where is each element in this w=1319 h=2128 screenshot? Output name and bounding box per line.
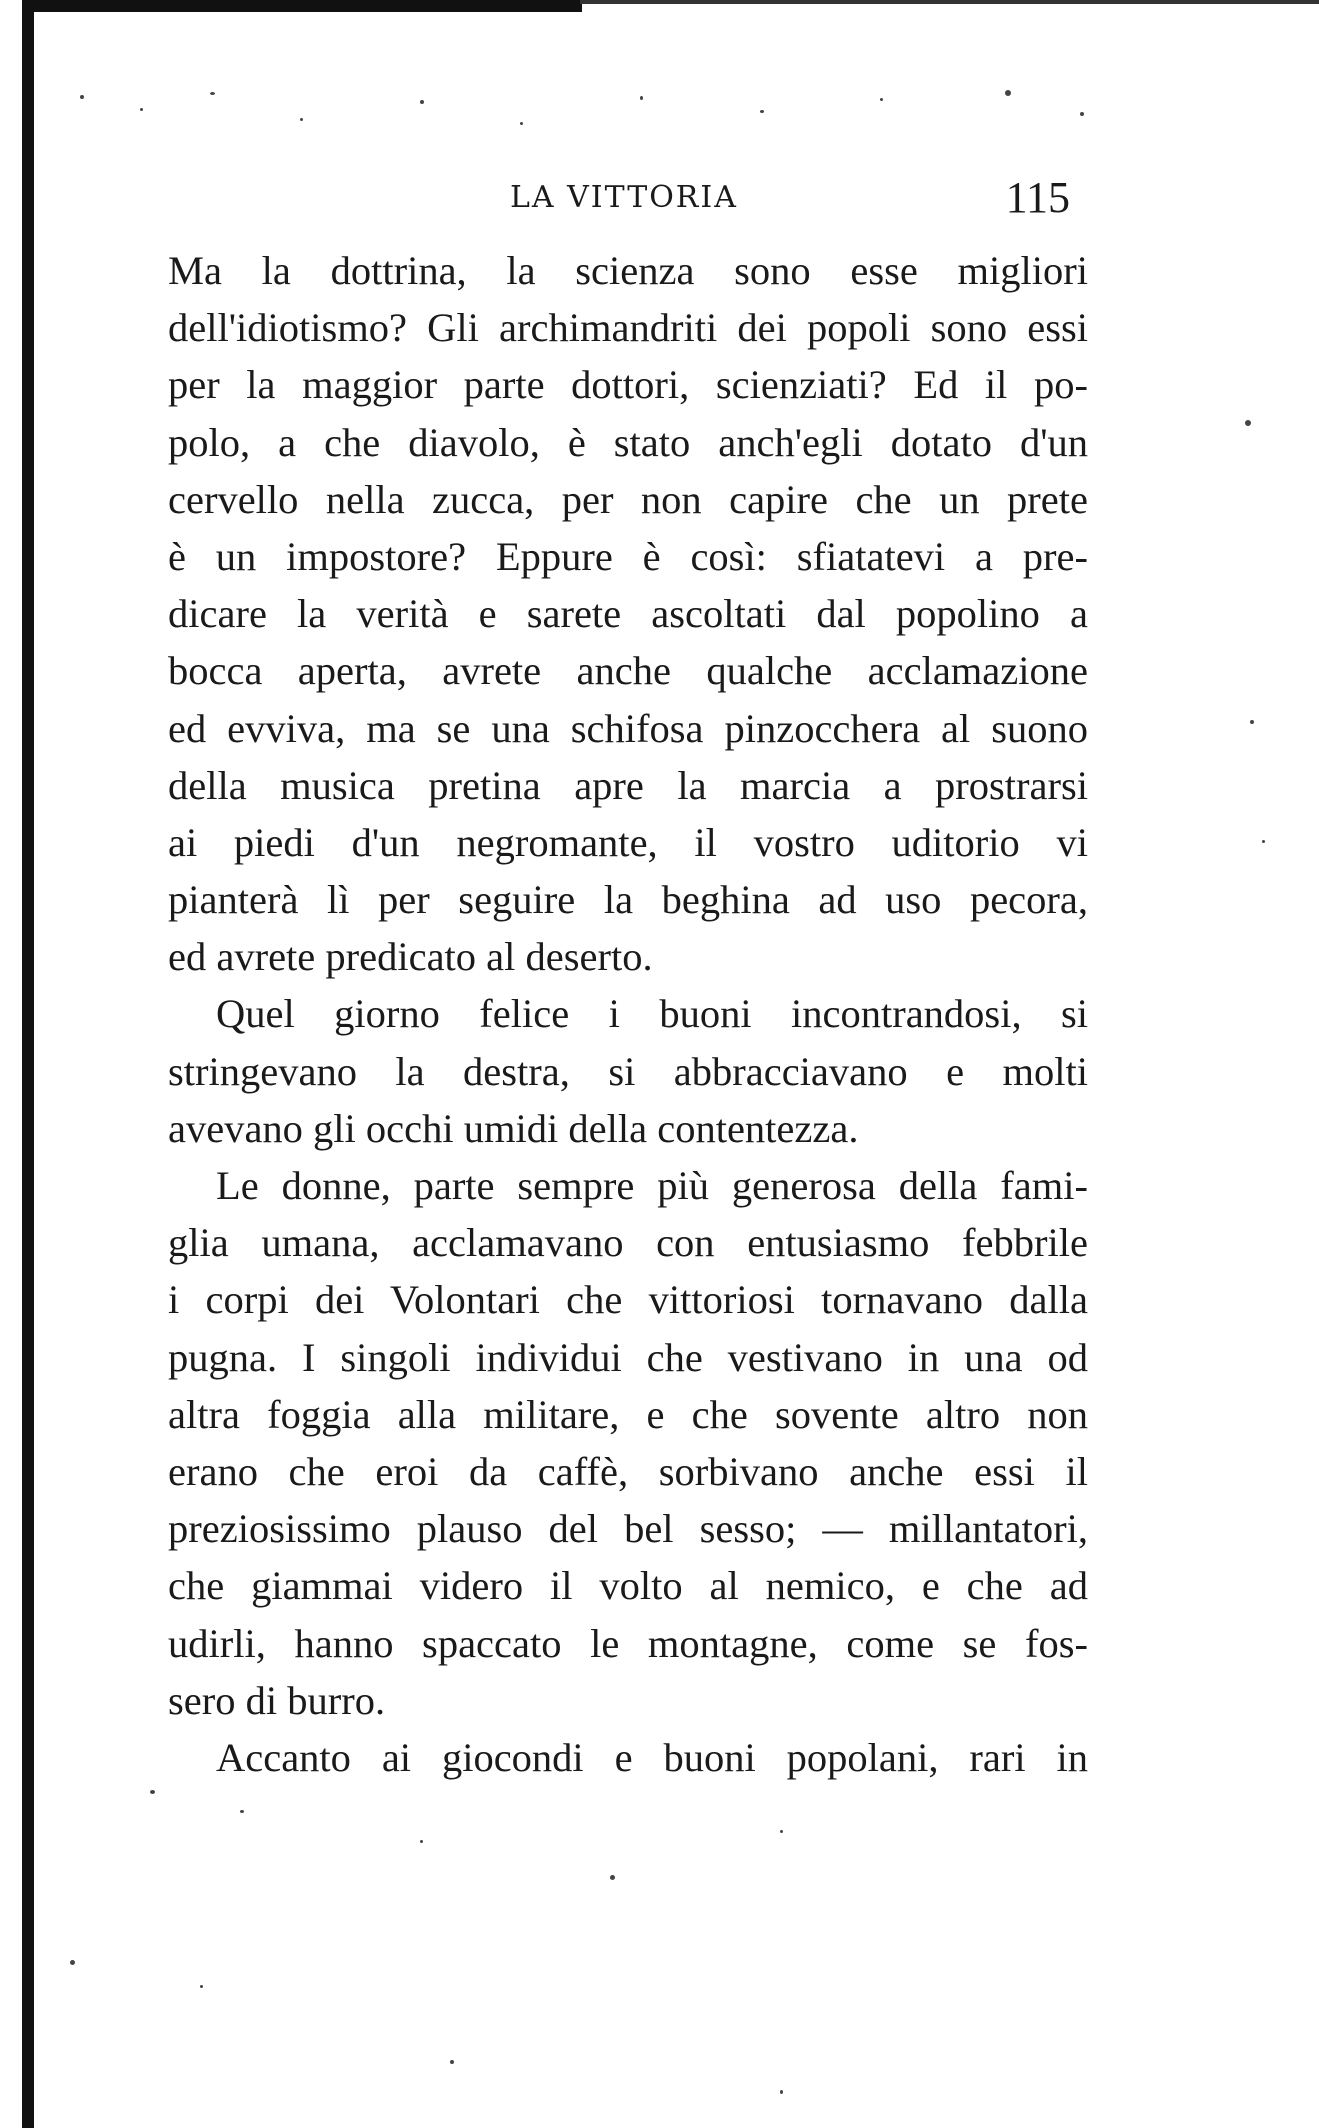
text-line: Le donne, parte sempre più generosa della fami- [216,1163,1088,1208]
text-line: dell'idiotismo? Gli archimandriti dei popoli sono essi [168,305,1088,351]
text-line: bocca aperta, avrete anche qualche acclamazione [168,648,1088,694]
running-title: LA VITTORIA [510,180,738,215]
text-line: ed avrete predicato al deserto. [168,934,653,980]
running-head [170,173,1090,230]
text-line: Ma la dottrina, la scienza sono esse migliori [168,248,1088,293]
text-line: preziosissimo plauso del bel sesso; — millantatori, [168,1506,1088,1552]
text-line: pianterà lì per seguire la beghina ad uso pecora, [168,877,1088,923]
text-line: della musica pretina apre la marcia a prostrarsi [168,762,1088,808]
text-line: dicare la verità e sarete ascoltati dal popolino a [168,591,1088,637]
paragraph [168,242,1088,985]
text-line: cervello nella zucca, per non capire che un prete [168,476,1088,522]
text-line: i corpi dei Volontari che vittoriosi tornavano dalla [168,1277,1088,1323]
text-line: è un impostore? Eppure è così: sfiatatevi a pre- [168,533,1088,579]
text-line: pugna. I singoli individui che vestivano in una od [168,1334,1088,1380]
paragraph [168,985,1088,1157]
body-text [168,242,1088,1786]
page-top-edge-thin [580,0,1319,4]
text-line: polo, a che diavolo, è stato anch'egli dotato d'un [168,419,1088,465]
page-top-edge [22,0,582,12]
page-number: 115 [1005,173,1070,222]
text-line: stringevano la destra, si abbracciavano e molti [168,1048,1088,1094]
text-line: udirli, hanno spaccato le montagne, come se fos- [168,1620,1088,1666]
text-line: che giammai videro il volto al nemico, e che ad [168,1563,1088,1609]
text-line: altra foggia alla militare, e che sovente altro non [168,1391,1088,1437]
text-line: Quel giorno felice i buoni incontrandosi, si [216,991,1088,1037]
text-line: ai piedi d'un negromante, il vostro uditorio vi [168,819,1088,865]
text-line: ed evviva, ma se una schifosa pinzocchera al suono [168,705,1088,751]
page-binding-edge [22,0,34,2128]
paragraph [168,1157,1088,1729]
text-line: avevano gli occhi umidi della contentezza. [168,1105,859,1151]
text-line: erano che eroi da caffè, sorbivano anche essi il [168,1448,1088,1494]
text-line: sero di burro. [168,1677,386,1723]
text-line: per la maggior parte dottori, scienziati? Ed il po- [168,362,1088,408]
text-line: Accanto ai giocondi e buoni popolani, rari in [216,1734,1088,1780]
text-line: glia umana, acclamavano con entusiasmo febbrile [168,1220,1088,1266]
paragraph [168,1729,1088,1786]
